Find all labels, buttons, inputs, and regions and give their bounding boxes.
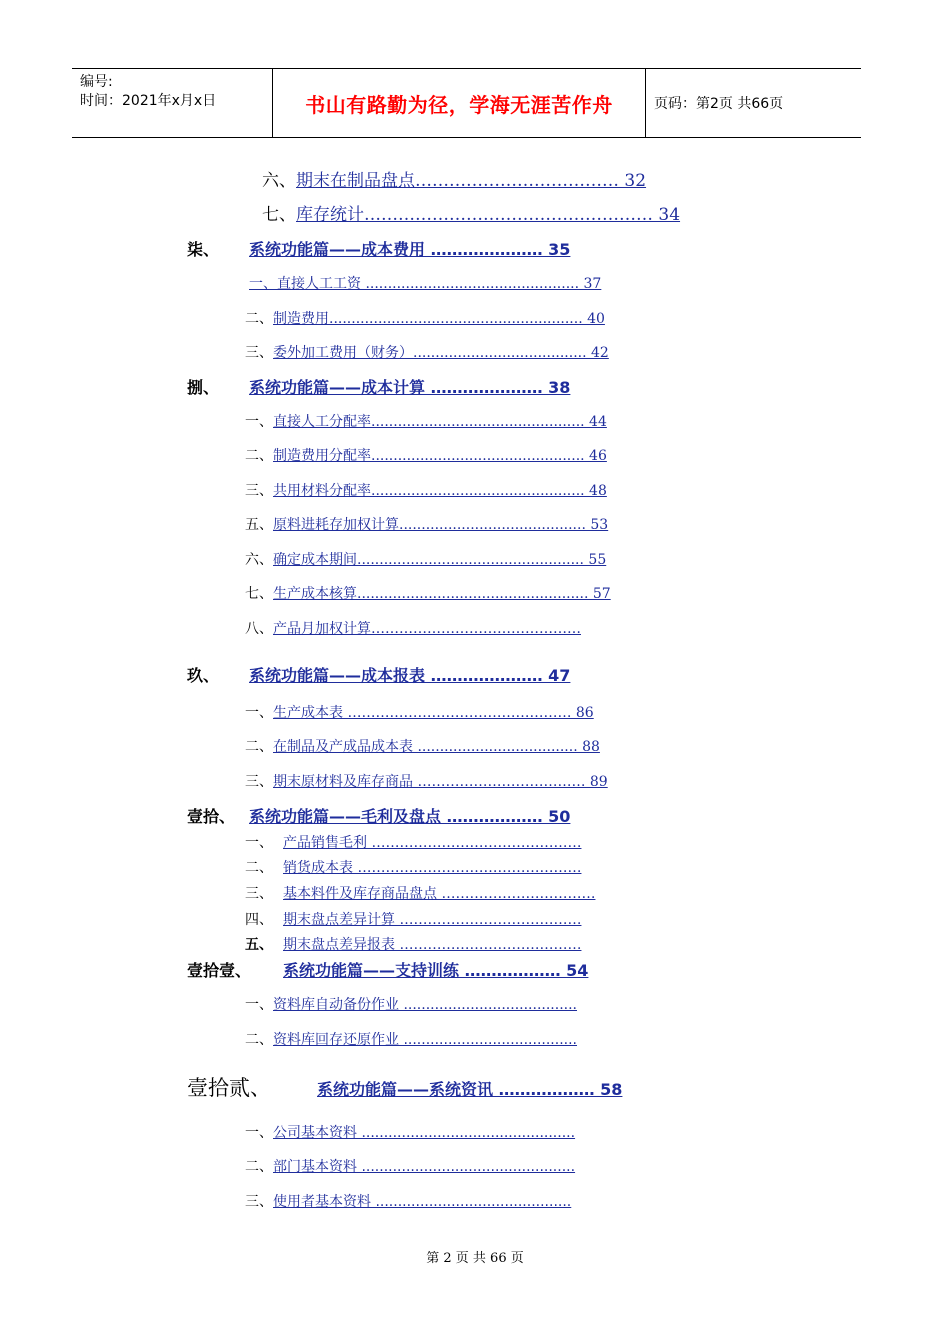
toc-link[interactable]: 制造费用分配率................................................ 46 xyxy=(273,448,607,464)
time-label: 时间：2021年x月x日 xyxy=(80,93,217,109)
toc-link[interactable]: 系统功能篇——成本费用 ………………… 35 xyxy=(249,240,571,259)
toc-entry[interactable]: 二、资料库回存还原作业 ....................................... xyxy=(245,1032,578,1048)
toc-link[interactable]: 期末盘点差异报表 ………………………………… xyxy=(283,937,582,953)
toc-section[interactable]: 壹拾、 系统功能篇——毛利及盘点 ……………… 50 xyxy=(187,807,571,826)
toc-link[interactable]: 制造费用......................................................... 40 xyxy=(273,311,605,327)
toc-entry[interactable]: 三、 基本料件及库存商品盘点 …………………………… xyxy=(245,886,596,902)
toc-link[interactable]: 系统功能篇——成本报表 ………………… 47 xyxy=(249,666,571,685)
toc-link[interactable]: 委外加工费用（财务）....................................... 42 xyxy=(273,345,609,361)
motto: 书山有路勤为径，学海无涯苦作舟 xyxy=(305,92,613,117)
toc-entry[interactable]: 二、在制品及产成品成本表 .................................... 88 xyxy=(245,739,600,755)
header-page-info: 页码：第2页 共66页 xyxy=(654,96,784,112)
toc-link[interactable]: 公司基本资料 ................................................ xyxy=(273,1125,576,1141)
toc-link[interactable]: 产品销售毛利 ……………………………………… xyxy=(283,835,582,851)
toc-section[interactable]: 捌、 系统功能篇——成本计算 ………………… 38 xyxy=(187,378,571,397)
toc-section[interactable]: 壹拾贰、 系统功能篇——系统资讯 ……………… 58 xyxy=(187,1076,623,1100)
toc-entry[interactable]: 一、直接人工分配率................................................ 44 xyxy=(245,414,607,430)
toc-link[interactable]: 共用材料分配率................................................ 48 xyxy=(273,483,607,499)
page-header xyxy=(72,68,861,138)
toc-entry[interactable]: 一、公司基本资料 ................................................ xyxy=(245,1125,576,1141)
toc-link[interactable]: 生产成本表 ………………………………………… 86 xyxy=(273,705,594,721)
toc-entry[interactable]: 六、确定成本期间................................................... 55 xyxy=(245,552,607,568)
toc-entry[interactable]: 六、期末在制品盘点……………………………… 32 xyxy=(262,171,647,191)
toc-entry[interactable]: 五、原料进耗存加权计算.......................................... 53 xyxy=(245,517,609,533)
toc-entry[interactable]: 三、使用者基本资料 ............................................ xyxy=(245,1194,572,1210)
toc-entry[interactable]: 八、产品月加权计算……………………………………… xyxy=(245,621,581,637)
toc-link[interactable]: 资料库回存还原作业 ....................................... xyxy=(273,1032,578,1048)
header-motto-cell xyxy=(273,69,646,137)
toc-link[interactable]: 产品月加权计算……………………………………… xyxy=(273,621,581,637)
toc-section[interactable]: 壹拾壹、 系统功能篇——支持训练 ……………… 54 xyxy=(187,961,589,980)
toc-entry[interactable]: 七、库存统计…………………………………………… 34 xyxy=(262,205,681,225)
toc-entry[interactable]: 二、 销货成本表 ………………………………………… xyxy=(245,860,582,876)
toc-link[interactable]: 期末在制品盘点……………………………… 32 xyxy=(296,171,647,191)
toc-entry[interactable]: 五、 期末盘点差异报表 ………………………………… xyxy=(245,937,582,953)
toc-link[interactable]: 系统功能篇——毛利及盘点 ……………… 50 xyxy=(249,807,571,826)
toc-link[interactable]: 系统功能篇——成本计算 ………………… 38 xyxy=(249,378,571,397)
toc-link[interactable]: 库存统计…………………………………………… 34 xyxy=(296,205,681,225)
toc-link[interactable]: 原料进耗存加权计算.......................................... 53 xyxy=(273,517,609,533)
toc-entry[interactable]: 二、制造费用分配率................................................ 46 xyxy=(245,448,607,464)
toc-section[interactable]: 柒、 系统功能篇——成本费用 ………………… 35 xyxy=(187,240,571,259)
toc-link[interactable]: 基本料件及库存商品盘点 …………………………… xyxy=(283,886,596,902)
toc-entry[interactable]: 一、 产品销售毛利 ……………………………………… xyxy=(245,835,582,851)
toc-entry[interactable]: 一、生产成本表 ………………………………………… 86 xyxy=(245,705,594,721)
toc-entry[interactable]: 三、委外加工费用（财务）....................................... 42 xyxy=(245,345,609,361)
toc-link[interactable]: 直接人工分配率................................................ 44 xyxy=(273,414,607,430)
toc-entry[interactable]: 一、资料库自动备份作业 ....................................... xyxy=(245,997,578,1013)
toc-link[interactable]: 销货成本表 ………………………………………… xyxy=(283,860,582,876)
toc-entry[interactable]: 四、 期末盘点差异计算 ………………………………… xyxy=(245,912,582,928)
toc-entry[interactable]: 三、期末原材料及库存商品 ……………………………… 89 xyxy=(245,774,608,790)
toc-entry[interactable]: 七、生产成本核算.................................................... 57 xyxy=(245,586,611,602)
toc-link[interactable]: 系统功能篇——支持训练 ……………… 54 xyxy=(283,961,589,980)
toc-link[interactable]: 在制品及产成品成本表 .................................... 88 xyxy=(273,739,600,755)
toc-link[interactable]: 系统功能篇——系统资讯 ……………… 58 xyxy=(317,1080,623,1099)
toc-link[interactable]: 确定成本期间................................................... 55 xyxy=(273,552,607,568)
toc-link[interactable]: 期末盘点差异计算 ………………………………… xyxy=(283,912,582,928)
toc-link[interactable]: 生产成本核算.................................................... 57 xyxy=(273,586,611,602)
toc-link[interactable]: 部门基本资料 ................................................ xyxy=(273,1159,576,1175)
toc-entry[interactable]: 二、制造费用......................................................... 40 xyxy=(245,311,605,327)
toc-link[interactable]: 一、直接人工工资 ................................................ 37 xyxy=(249,276,602,292)
toc-entry[interactable] xyxy=(249,274,601,294)
toc-link[interactable]: 期末原材料及库存商品 ……………………………… 89 xyxy=(273,774,608,790)
header-meta xyxy=(72,69,273,137)
toc-link[interactable]: 使用者基本资料 ............................................ xyxy=(273,1194,572,1210)
toc-entry[interactable]: 二、部门基本资料 ................................................ xyxy=(245,1159,576,1175)
toc-entry[interactable]: 三、共用材料分配率................................................ 48 xyxy=(245,483,607,499)
toc-link[interactable]: 资料库自动备份作业 ....................................... xyxy=(273,997,578,1013)
toc-section[interactable]: 玖、 系统功能篇——成本报表 ………………… 47 xyxy=(187,666,571,685)
serial-label: 编号: xyxy=(80,74,113,90)
page-footer: 第 2 页 共 66 页 xyxy=(426,1251,524,1266)
